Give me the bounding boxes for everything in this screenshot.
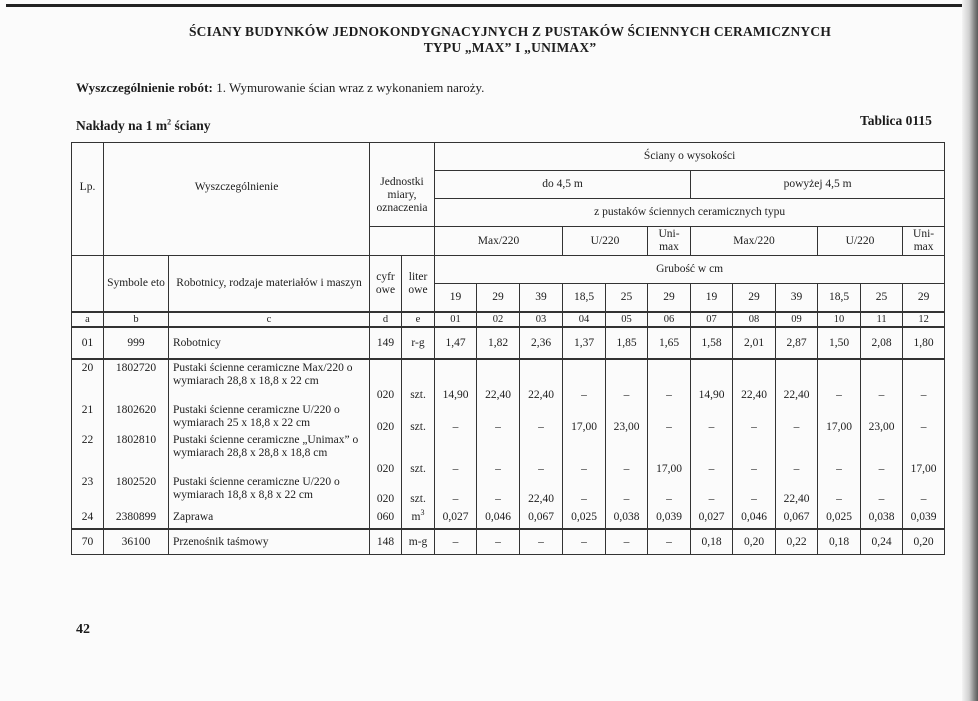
row-symbol: 1802810: [104, 434, 169, 476]
value-cell: –: [691, 404, 733, 434]
thickness-cell: 39: [776, 284, 818, 313]
value-cell: –: [861, 476, 903, 506]
row-unit-letter: [402, 506, 435, 529]
thickness-cell: 29: [903, 284, 945, 313]
header-lp: Lp.: [72, 143, 104, 256]
column-letter: 02: [477, 312, 520, 327]
thickness-cell: 29: [648, 284, 691, 313]
value-cell: –: [563, 529, 606, 555]
value-cell: –: [648, 529, 691, 555]
title-line-1: ŚCIANY BUDYNKÓW JEDNOKONDYGNACYJNYCH Z PUSTAKÓW ŚCIENNYCH CERAMICZNYCH: [188, 24, 832, 39]
value-cell: 2,87: [776, 327, 818, 359]
table-row: [72, 359, 945, 404]
row-unit-code: 060: [370, 506, 402, 529]
value-cell: –: [733, 404, 776, 434]
header-literowe: liter owe: [402, 256, 435, 313]
row-unit-code: 020: [370, 476, 402, 506]
value-cell: 0,18: [691, 529, 733, 555]
table-row: [72, 506, 945, 529]
value-cell: 0,18: [818, 529, 861, 555]
column-letter: 10: [818, 312, 861, 327]
value-cell: 0,24: [861, 529, 903, 555]
row-symbol: 1802620: [104, 404, 169, 434]
value-cell: –: [733, 476, 776, 506]
table-row: [72, 434, 945, 476]
unit-letter-text: szt.: [410, 421, 426, 433]
value-cell: –: [520, 529, 563, 555]
value-cell: –: [818, 434, 861, 476]
thickness-cell: 29: [733, 284, 776, 313]
row-symbol: 2380899: [104, 506, 169, 529]
column-letter: 09: [776, 312, 818, 327]
value-cell: 23,00: [861, 404, 903, 434]
row-unit-letter: [402, 327, 435, 359]
value-cell: –: [606, 476, 648, 506]
header-u220-a: U/220: [563, 227, 648, 256]
thickness-cell: 19: [435, 284, 477, 313]
thickness-cell: 19: [691, 284, 733, 313]
value-cell: 0,025: [563, 506, 606, 529]
unit-sup: 2: [167, 117, 172, 127]
thickness-cell: 18,5: [563, 284, 606, 313]
unit-text: Nakłady na 1 m: [76, 118, 168, 133]
row-lp: 01: [72, 327, 104, 359]
table-row: [72, 404, 945, 434]
norms-table: [71, 142, 945, 555]
column-letter: 11: [861, 312, 903, 327]
value-cell: –: [691, 476, 733, 506]
unit-letter-sup: 3: [420, 507, 425, 517]
value-cell: –: [606, 359, 648, 404]
value-cell: 0,20: [903, 529, 945, 555]
value-cell: –: [606, 434, 648, 476]
row-unit-code: 148: [370, 529, 402, 555]
row-unit-letter: [402, 529, 435, 555]
value-cell: 1,85: [606, 327, 648, 359]
value-cell: –: [818, 476, 861, 506]
column-letter: 08: [733, 312, 776, 327]
column-letter: b: [104, 312, 169, 327]
value-cell: –: [435, 476, 477, 506]
header-symbole: Symbole eto: [104, 256, 169, 313]
value-cell: –: [903, 404, 945, 434]
value-cell: –: [903, 359, 945, 404]
row-lp: 21: [72, 404, 104, 434]
value-cell: –: [691, 434, 733, 476]
value-cell: 0,039: [648, 506, 691, 529]
value-cell: 0,027: [691, 506, 733, 529]
header-sciany: Ściany o wysokości: [435, 143, 945, 171]
value-cell: –: [563, 434, 606, 476]
value-cell: 22,40: [776, 359, 818, 404]
value-cell: –: [520, 434, 563, 476]
thickness-cell: 29: [477, 284, 520, 313]
column-letter: 07: [691, 312, 733, 327]
value-cell: 17,00: [648, 434, 691, 476]
value-cell: 22,40: [520, 359, 563, 404]
value-cell: 17,00: [818, 404, 861, 434]
value-cell: 0,025: [818, 506, 861, 529]
column-letter: 06: [648, 312, 691, 327]
value-cell: 1,50: [818, 327, 861, 359]
row-symbol: 999: [104, 327, 169, 359]
row-name: Pustaki ścienne ceramiczne „Unimax” o wymiarach 28,8 x 28,8 x 18,8 cm: [169, 434, 370, 476]
row-unit-letter: [402, 476, 435, 506]
row-lp: 70: [72, 529, 104, 555]
value-cell: –: [477, 434, 520, 476]
value-cell: –: [648, 359, 691, 404]
column-letter: a: [72, 312, 104, 327]
row-name: Pustaki ścienne ceramiczne U/220 o wymiarach 25 x 18,8 x 22 cm: [169, 404, 370, 434]
unit-letter-text: szt.: [410, 493, 426, 505]
row-unit-code: 020: [370, 404, 402, 434]
value-cell: 17,00: [563, 404, 606, 434]
unit-line: [76, 118, 211, 134]
header-jednostki: Jednostki miary, oznaczenia: [370, 143, 435, 227]
header-pustakow: z pustaków ściennych ceramicznych typu: [435, 199, 945, 227]
column-letter: c: [169, 312, 370, 327]
row-unit-letter: [402, 404, 435, 434]
value-cell: –: [563, 359, 606, 404]
unit-letter-text: szt.: [410, 463, 426, 475]
value-cell: 0,039: [903, 506, 945, 529]
table-row: [72, 327, 945, 359]
column-letter: 01: [435, 312, 477, 327]
header-grubosc: Grubość w cm: [435, 256, 945, 284]
value-cell: 0,027: [435, 506, 477, 529]
row-symbol: 36100: [104, 529, 169, 555]
row-name: Przenośnik taśmowy: [169, 529, 370, 555]
row-name: Pustaki ścienne ceramiczne U/220 o wymiarach 18,8 x 8,8 x 22 cm: [169, 476, 370, 506]
value-cell: 22,40: [477, 359, 520, 404]
value-cell: –: [477, 529, 520, 555]
header-max220-a: Max/220: [435, 227, 563, 256]
row-name: Pustaki ścienne ceramiczne Max/220 o wymiarach 28,8 x 18,8 x 22 cm: [169, 359, 370, 404]
row-name: Zaprawa: [169, 506, 370, 529]
unit-letter-text: szt.: [410, 389, 426, 401]
row-name: Robotnicy: [169, 327, 370, 359]
value-cell: 22,40: [733, 359, 776, 404]
top-border-line: [6, 4, 968, 7]
header-cyfrowe: cyfr owe: [370, 256, 402, 313]
value-cell: –: [776, 404, 818, 434]
value-cell: –: [563, 476, 606, 506]
value-cell: 23,00: [606, 404, 648, 434]
unit-letter-text: m: [411, 510, 421, 523]
row-unit-letter: [402, 359, 435, 404]
table-number: Tablica 0115: [860, 113, 932, 128]
page-edge-shadow: [962, 0, 978, 701]
value-cell: –: [477, 404, 520, 434]
page-title: [60, 24, 960, 56]
column-letter: 03: [520, 312, 563, 327]
row-lp: 22: [72, 434, 104, 476]
value-cell: –: [435, 404, 477, 434]
works-specification: [76, 80, 484, 96]
row-unit-code: 020: [370, 434, 402, 476]
value-cell: –: [648, 404, 691, 434]
value-cell: 1,82: [477, 327, 520, 359]
header-lp-cont: [72, 256, 104, 313]
value-cell: 0,038: [606, 506, 648, 529]
thickness-cell: 25: [861, 284, 903, 313]
header-unimax-a: Uni- max: [648, 227, 691, 256]
value-cell: 1,47: [435, 327, 477, 359]
header-robotnicy-rodzaje: Robotnicy, rodzaje materiałów i maszyn: [169, 256, 370, 313]
header-jednostki-spacer: [370, 227, 435, 256]
header-unimax-b: Uni- max: [903, 227, 945, 256]
value-cell: –: [520, 404, 563, 434]
value-cell: 17,00: [903, 434, 945, 476]
spec-value: 1. Wymurowanie ścian wraz z wykonaniem naroży.: [216, 80, 485, 95]
value-cell: 14,90: [435, 359, 477, 404]
column-letter: d: [370, 312, 402, 327]
page-number: 42: [76, 622, 90, 637]
header-pow45: powyżej 4,5 m: [691, 171, 945, 199]
value-cell: 0,067: [520, 506, 563, 529]
value-cell: 0,046: [733, 506, 776, 529]
value-cell: –: [606, 529, 648, 555]
value-cell: –: [861, 359, 903, 404]
spec-label: Wyszczególnienie robót:: [76, 80, 213, 95]
value-cell: 1,37: [563, 327, 606, 359]
value-cell: 0,038: [861, 506, 903, 529]
value-cell: 1,80: [903, 327, 945, 359]
column-letter: 04: [563, 312, 606, 327]
header-max220-b: Max/220: [691, 227, 818, 256]
title-line-2: TYPU „MAX” I „UNIMAX”: [423, 40, 597, 55]
value-cell: –: [648, 476, 691, 506]
value-cell: –: [903, 476, 945, 506]
header-wyszczegolnienie: Wyszczególnienie: [104, 143, 370, 256]
value-cell: –: [435, 434, 477, 476]
unit-letter-text: m-g: [408, 535, 428, 548]
row-symbol: 1802720: [104, 359, 169, 404]
unit-after: ściany: [171, 118, 211, 133]
value-cell: 0,046: [477, 506, 520, 529]
thickness-cell: 25: [606, 284, 648, 313]
row-unit-code: 149: [370, 327, 402, 359]
row-unit-code: 020: [370, 359, 402, 404]
value-cell: 2,36: [520, 327, 563, 359]
row-symbol: 1802520: [104, 476, 169, 506]
value-cell: –: [861, 434, 903, 476]
value-cell: 22,40: [520, 476, 563, 506]
value-cell: 1,58: [691, 327, 733, 359]
value-cell: 0,22: [776, 529, 818, 555]
table-row: [72, 476, 945, 506]
value-cell: 22,40: [776, 476, 818, 506]
value-cell: 14,90: [691, 359, 733, 404]
value-cell: –: [818, 359, 861, 404]
row-lp: 24: [72, 506, 104, 529]
column-letter: 12: [903, 312, 945, 327]
column-letter: 05: [606, 312, 648, 327]
value-cell: –: [776, 434, 818, 476]
value-cell: 0,20: [733, 529, 776, 555]
value-cell: –: [733, 434, 776, 476]
value-cell: 2,01: [733, 327, 776, 359]
value-cell: 2,08: [861, 327, 903, 359]
row-unit-letter: [402, 434, 435, 476]
value-cell: –: [435, 529, 477, 555]
value-cell: –: [477, 476, 520, 506]
row-lp: 20: [72, 359, 104, 404]
value-cell: 0,067: [776, 506, 818, 529]
row-lp: 23: [72, 476, 104, 506]
column-letter: e: [402, 312, 435, 327]
thickness-cell: 39: [520, 284, 563, 313]
value-cell: 1,65: [648, 327, 691, 359]
header-u220-b: U/220: [818, 227, 903, 256]
unit-letter-text: r-g: [411, 336, 425, 349]
thickness-cell: 18,5: [818, 284, 861, 313]
header-do45: do 4,5 m: [435, 171, 691, 199]
table-row: [72, 529, 945, 555]
